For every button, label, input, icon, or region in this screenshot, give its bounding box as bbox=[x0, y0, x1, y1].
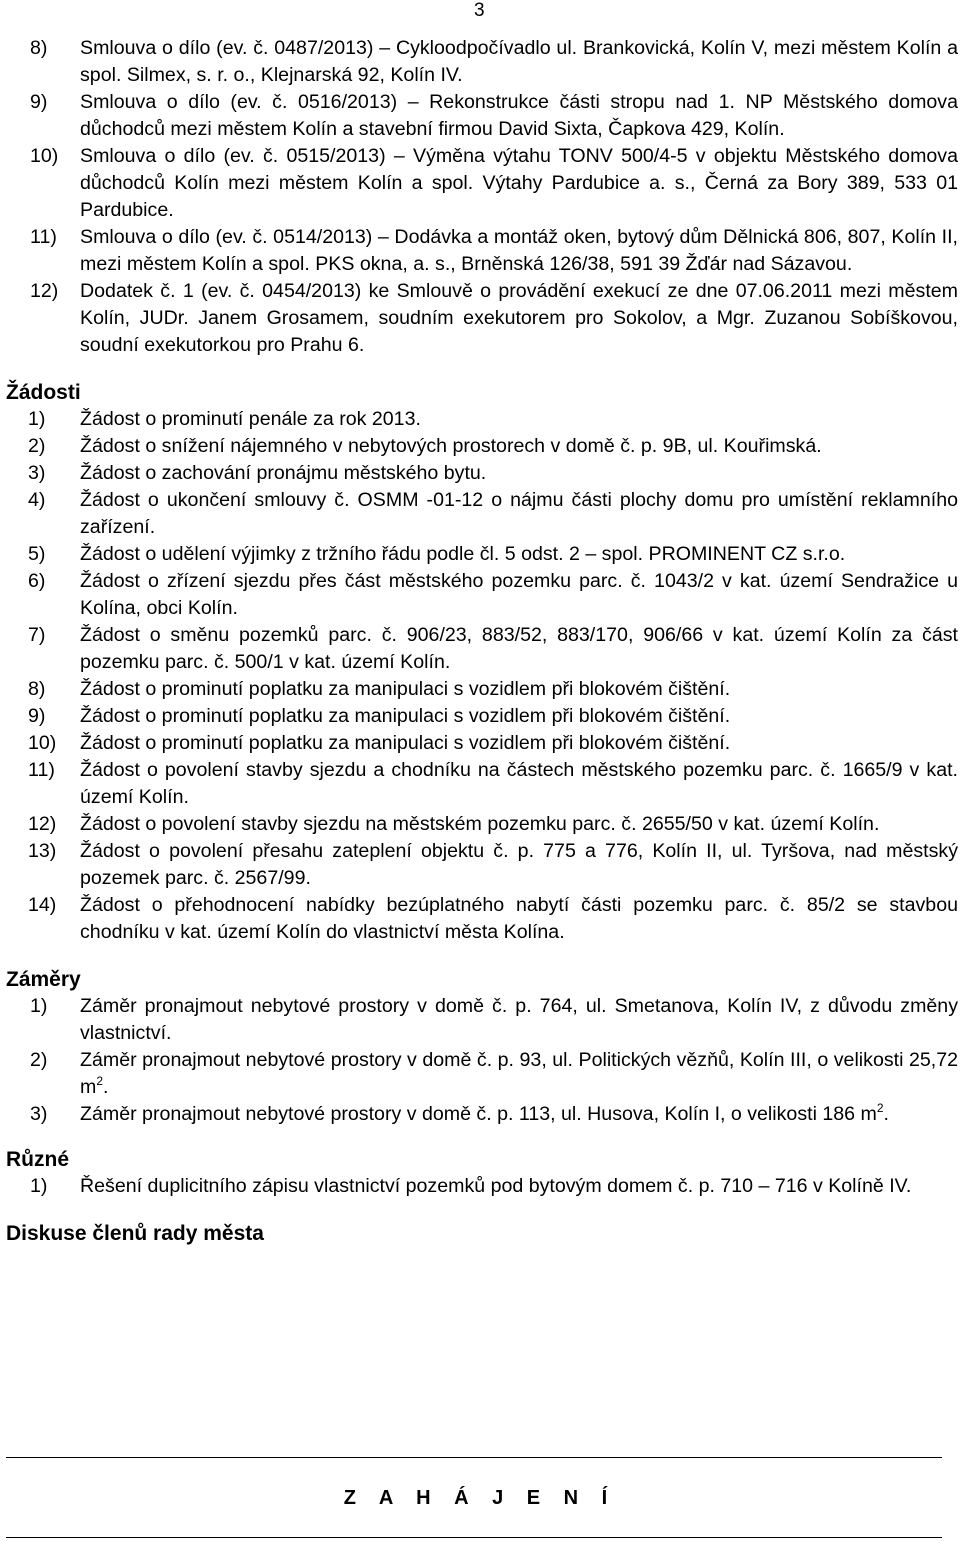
contracts-list bbox=[0, 35, 958, 359]
item-text: Smlouva o dílo (ev. č. 0514/2013) – Dodávka a montáž oken, bytový dům Dělnická 806, 807, Kolín II, mezi městem Kolín a spol. PKS okna, a. s., Brněnská 126/38, 591 39 Žďár nad Sázavou. bbox=[80, 226, 958, 275]
item-text: Záměr pronajmout nebytové prostory v domě č. p. 113, ul. Husova, Kolín I, o velikosti 186 m bbox=[80, 1103, 877, 1125]
item-number: 8) bbox=[30, 37, 48, 59]
list-item bbox=[0, 224, 958, 278]
item-number: 2) bbox=[28, 435, 46, 457]
item-number: 5) bbox=[28, 543, 46, 565]
list-item bbox=[0, 892, 958, 946]
item-number: 4) bbox=[28, 489, 46, 511]
item-number: 7) bbox=[28, 624, 46, 646]
item-text: Záměr pronajmout nebytové prostory v domě č. p. 93, ul. Politických vězňů, Kolín III, o velikosti 25,72 m bbox=[80, 1049, 958, 1098]
list-item bbox=[0, 89, 958, 143]
item-text: Záměr pronajmout nebytové prostory v domě č. p. 764, ul. Smetanova, Kolín IV, z důvodu změny vlastnictví. bbox=[80, 995, 958, 1044]
list-item bbox=[0, 433, 958, 460]
item-text: Žádost o zřízení sjezdu přes část městského pozemku parc. č. 1043/2 v kat. území Sendražice u Kolína, obci Kolín. bbox=[80, 570, 958, 619]
item-text: Žádost o prominutí poplatku za manipulaci s vozidlem při blokovém čištění. bbox=[80, 705, 731, 727]
item-number: 13) bbox=[28, 840, 57, 862]
item-number: 10) bbox=[30, 145, 59, 167]
list-item bbox=[0, 622, 958, 676]
section-heading-ruzne: Různé bbox=[6, 1148, 69, 1171]
item-text: Smlouva o dílo (ev. č. 0515/2013) – Výměna výtahu TONV 500/4-5 v objektu Městského domova důchodců Kolín mezi městem Kolín a spol. Výtahy Pardubice a. s., Černá za Bory 389, 533 01 Pardubice. bbox=[80, 145, 958, 221]
list-item bbox=[0, 730, 958, 757]
item-number: 10) bbox=[28, 732, 57, 754]
list-item bbox=[0, 1047, 958, 1101]
item-text: Žádost o prominutí poplatku za manipulaci s vozidlem při blokovém čištění. bbox=[80, 678, 731, 700]
item-tail: . bbox=[103, 1076, 109, 1098]
item-text: Řešení duplicitního zápisu vlastnictví pozemků pod bytovým domem č. p. 710 – 716 v Kolíně IV. bbox=[80, 1175, 912, 1197]
list-item bbox=[0, 811, 958, 838]
zamery-list bbox=[0, 993, 958, 1128]
item-text: Dodatek č. 1 (ev. č. 0454/2013) ke Smlouvě o provádění exekucí ze dne 07.06.2011 mezi městem Kolín, JUDr. Janem Grosamem, soudním exekutorem pro Sokolov, a Mgr. Zuzanou Sobíškovou, soudní exekutorkou pro Prahu 6. bbox=[80, 280, 958, 356]
item-text: Žádost o prominutí penále za rok 2013. bbox=[80, 408, 421, 430]
superscript: 2 bbox=[96, 1074, 104, 1088]
item-text: Žádost o povolení stavby sjezdu na městském pozemku parc. č. 2655/50 v kat. území Kolín. bbox=[80, 813, 880, 835]
item-text: Žádost o prominutí poplatku za manipulaci s vozidlem při blokovém čištění. bbox=[80, 732, 731, 754]
page-number: 3 bbox=[474, 0, 485, 21]
item-number: 3) bbox=[30, 1103, 48, 1125]
item-number: 6) bbox=[28, 570, 46, 592]
list-item bbox=[0, 568, 958, 622]
list-item bbox=[0, 460, 958, 487]
item-number: 3) bbox=[28, 462, 46, 484]
item-text: Žádost o přehodnocení nabídky bezúplatného nabytí části pozemku parc. č. 85/2 se stavbou chodníku v kat. území Kolín do vlastnictví města Kolína. bbox=[80, 894, 958, 943]
item-number: 9) bbox=[30, 91, 48, 113]
item-number: 11) bbox=[30, 226, 57, 248]
item-number: 9) bbox=[28, 705, 46, 727]
list-item bbox=[0, 703, 958, 730]
list-item bbox=[0, 143, 958, 224]
item-text: Žádost o zachování pronájmu městského bytu. bbox=[80, 462, 487, 484]
item-number: 1) bbox=[28, 408, 46, 430]
list-item bbox=[0, 757, 958, 811]
list-item bbox=[0, 1173, 958, 1200]
list-item bbox=[0, 487, 958, 541]
item-number: 1) bbox=[30, 1175, 48, 1197]
section-heading-zamery: Záměry bbox=[6, 968, 81, 991]
list-item bbox=[0, 1101, 958, 1128]
item-text: Žádost o povolení přesahu zateplení objektu č. p. 775 a 776, Kolín II, ul. Tyršova, nad městský pozemek parc. č. 2567/99. bbox=[80, 840, 958, 889]
list-item bbox=[0, 676, 958, 703]
list-item bbox=[0, 278, 958, 359]
item-text: Smlouva o dílo (ev. č. 0516/2013) – Rekonstrukce části stropu nad 1. NP Městského domova důchodců mezi městem Kolín a stavební firmou David Sixta, Čapkova 429, Kolín. bbox=[80, 91, 958, 140]
item-text: Žádost o udělení výjimky z tržního řádu podle čl. 5 odst. 2 – spol. PROMINENT CZ s.r.o. bbox=[80, 543, 846, 565]
item-number: 14) bbox=[28, 894, 57, 916]
list-item bbox=[0, 541, 958, 568]
item-number: 2) bbox=[30, 1049, 48, 1071]
list-item bbox=[0, 406, 958, 433]
list-item bbox=[0, 993, 958, 1047]
list-item bbox=[0, 35, 958, 89]
item-number: 12) bbox=[30, 280, 59, 302]
section-heading-zadosti: Žádosti bbox=[6, 381, 81, 404]
item-text: Žádost o snížení nájemného v nebytových prostorech v domě č. p. 9B, ul. Kouřimská. bbox=[80, 435, 822, 457]
divider bbox=[6, 1457, 942, 1458]
item-text: Žádost o povolení stavby sjezdu a chodníku na částech městského pozemku parc. č. 1665/9 v kat. území Kolín. bbox=[80, 759, 958, 808]
item-text: Žádost o směnu pozemků parc. č. 906/23, 883/52, 883/170, 906/66 v kat. území Kolín za část pozemku parc. č. 500/1 v kat. území Kolín. bbox=[80, 624, 958, 673]
item-number: 8) bbox=[28, 678, 46, 700]
item-number: 1) bbox=[30, 995, 48, 1017]
item-tail: . bbox=[883, 1103, 889, 1125]
list-item bbox=[0, 838, 958, 892]
document-body bbox=[0, 35, 958, 1247]
item-text: Žádost o ukončení smlouvy č. OSMM -01-12 o nájmu části plochy domu pro umístění reklamního zařízení. bbox=[80, 489, 958, 538]
closing-title: Z A H Á J E N Í bbox=[343, 1487, 617, 1509]
superscript: 2 bbox=[876, 1101, 884, 1115]
item-number: 11) bbox=[28, 759, 55, 781]
item-text: Smlouva o dílo (ev. č. 0487/2013) – Cykloodpočívadlo ul. Brankovická, Kolín V, mezi městem Kolín a spol. Silmex, s. r. o., Klejnarská 92, Kolín IV. bbox=[80, 37, 958, 86]
divider bbox=[6, 1537, 942, 1538]
item-number: 12) bbox=[28, 813, 57, 835]
discussion-heading: Diskuse členů rady města bbox=[6, 1222, 264, 1245]
zadosti-list bbox=[0, 406, 958, 946]
ruzne-list bbox=[0, 1173, 958, 1200]
